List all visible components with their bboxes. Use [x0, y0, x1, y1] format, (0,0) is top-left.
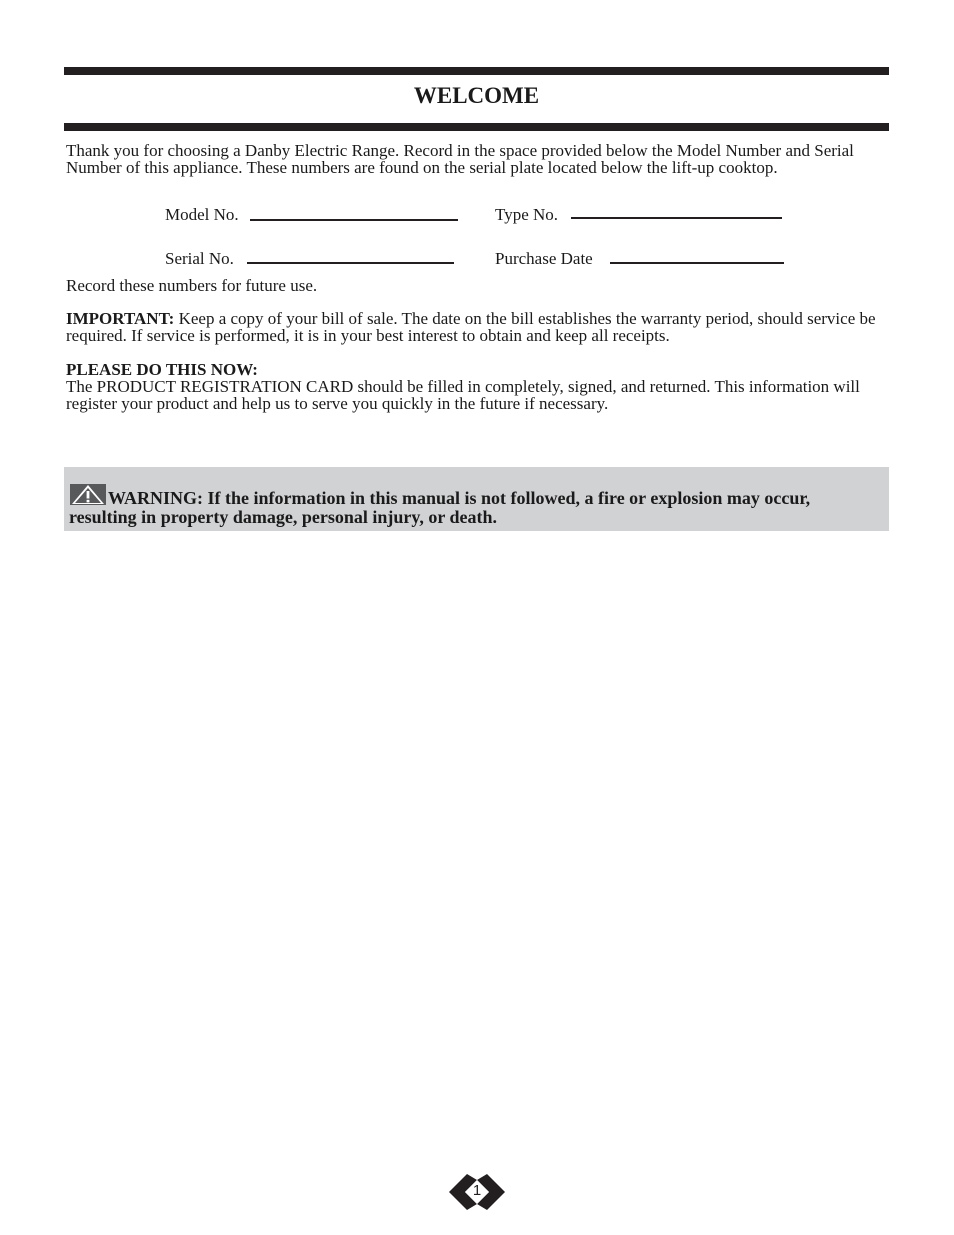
serial-number-blank-line [247, 262, 454, 264]
purchase-date-field [495, 249, 593, 269]
type-number-blank-line [571, 217, 782, 219]
record-note: Record these numbers for future use. [66, 276, 318, 295]
purchase-date-label: Purchase Date [495, 249, 593, 268]
top-rule [64, 67, 889, 75]
please-heading: PLEASE DO THIS NOW: [66, 360, 258, 379]
page-number-mark [447, 1172, 507, 1212]
warning-text: WARNING: If the information in this manual is not followed, a fire or explosion may occur, resulting in property damage, personal injury, or death. [69, 488, 811, 527]
warning-box [64, 467, 889, 531]
important-paragraph [66, 310, 888, 344]
warning-paragraph [69, 484, 879, 527]
model-number-label: Model No. [165, 205, 239, 224]
page-number: 1 [472, 1182, 482, 1199]
model-number-field [165, 205, 239, 225]
type-number-label: Type No. [495, 205, 559, 224]
page-title: WELCOME [413, 83, 540, 108]
title-rule [64, 123, 889, 131]
intro-paragraph: Thank you for choosing a Danby Electric Range. Record in the space provided below the Model Number and Serial Number of this appliance. These numbers are found on the serial plate located below the lift-up cooktop. [66, 141, 854, 177]
serial-number-field [165, 249, 234, 269]
warning-triangle-icon [70, 484, 106, 505]
serial-number-label: Serial No. [165, 249, 234, 268]
model-number-blank-line [250, 219, 458, 221]
important-text: Keep a copy of your bill of sale. The date on the bill establishes the warranty period, should service be required. If service is performed, it is in your best interest to obtain and keep all receipts. [66, 309, 876, 345]
important-label: IMPORTANT: [66, 309, 175, 328]
type-number-field [495, 205, 558, 225]
registration-paragraph: The PRODUCT REGISTRATION CARD should be filled in completely, signed, and returned. This information will register your product and help us to serve you quickly in the future if necessary. [66, 377, 860, 413]
purchase-date-blank-line [610, 262, 784, 264]
